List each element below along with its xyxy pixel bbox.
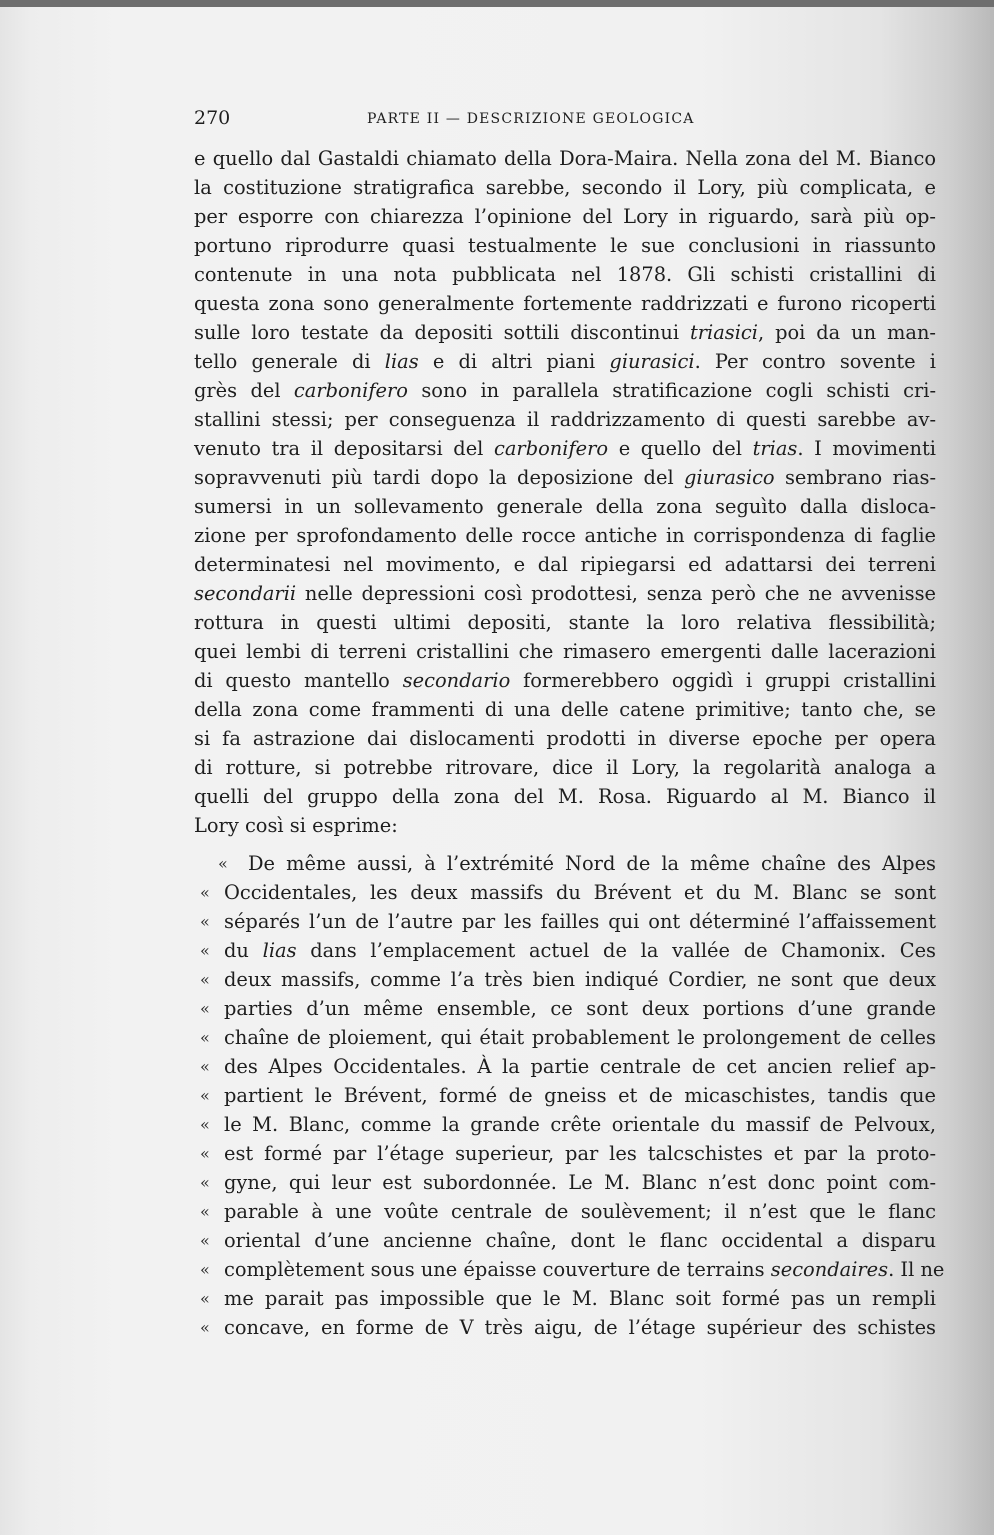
italic-term: secondaires <box>770 1258 889 1281</box>
quote-line: parable à une voûte centrale de soulèvement; il n’est que le flanc <box>224 1200 936 1223</box>
quote-line: gyne, qui leur est subordonnée. Le M. Blanc n’est donc point com- <box>224 1171 936 1194</box>
text-line: della zona come frammenti di una delle catene primitive; tanto che, se <box>194 698 936 721</box>
guillemet: « <box>200 883 210 902</box>
guillemet: « <box>200 1115 210 1134</box>
guillemet: « <box>200 1057 210 1076</box>
page-header <box>194 106 936 130</box>
text-line: grès del carbonifero sono in parallela stratificazione cogli schisti cri- <box>194 379 936 402</box>
italic-term: trias <box>752 437 798 460</box>
quote-line: oriental d’une ancienne chaîne, dont le flanc occidental a disparu <box>224 1229 936 1252</box>
italic-term: giurasico <box>683 466 775 489</box>
text-line: la costituzione stratigrafica sarebbe, secondo il Lory, più complicata, e <box>194 176 936 199</box>
italic-term: triasici <box>689 321 758 344</box>
quote-line: partient le Brévent, formé de gneiss et de micaschistes, tandis que <box>224 1084 936 1107</box>
text-line: questa zona sono generalmente fortemente raddrizzati e furono ricoperti <box>194 292 936 315</box>
guillemet: « <box>200 999 210 1018</box>
quote-line: Occidentales, les deux massifs du Brévent et du M. Blanc se sont <box>224 881 936 904</box>
text-line: Lory così si esprime: <box>194 814 398 837</box>
quote-line: parties d’un même ensemble, ce sont deux portions d’une grande <box>224 997 936 1020</box>
text-line: sopravvenuti più tardi dopo la deposizione del giurasico sembrano rias- <box>194 466 937 489</box>
text-line: secondarii nelle depressioni così prodottesi, senza però che ne avvenisse <box>194 582 936 605</box>
text-line: sumersi in un sollevamento generale della zona seguìto dalla disloca- <box>194 495 936 518</box>
italic-term: secondarii <box>194 582 297 605</box>
quote-line: De même aussi, à l’extrémité Nord de la même chaîne des Alpes <box>248 852 936 875</box>
text-line: portuno riprodurre quasi testualmente le sue conclusioni in riassunto <box>194 234 936 257</box>
guillemet: « <box>218 854 228 873</box>
text-line: contenute in una nota pubblicata nel 1878. Gli schisti cristallini di <box>194 263 936 286</box>
quote-line: complètement sous une épaisse couverture de terrains secondaires. Il ne <box>224 1258 945 1281</box>
italic-term: secondario <box>402 669 511 692</box>
text-line: rottura in questi ultimi depositi, stante la loro relativa flessibilità; <box>194 611 936 634</box>
guillemet: « <box>200 1173 210 1192</box>
guillemet: « <box>200 1231 210 1250</box>
scan-top-edge <box>0 0 994 7</box>
text-line: quei lembi di terreni cristallini che rimasero emergenti dalle lacerazioni <box>194 640 936 663</box>
text-line: si fa astrazione dai dislocamenti prodotti in diverse epoche per opera <box>194 727 936 750</box>
running-head: PARTE II — DESCRIZIONE GEOLOGICA <box>367 111 695 127</box>
guillemet: « <box>200 1318 210 1337</box>
guillemet: « <box>200 970 210 989</box>
guillemet: « <box>200 1028 210 1047</box>
italic-term: carbonifero <box>494 437 609 460</box>
text-line: di rotture, si potrebbe ritrovare, dice il Lory, la regolarità analoga a <box>194 756 936 779</box>
quote-line: séparés l’un de l’autre par les failles qui ont déterminé l’affaissement <box>224 910 936 933</box>
guillemet: « <box>200 1289 210 1308</box>
guillemet: « <box>200 941 210 960</box>
text-line: di questo mantello secondario formerebbero oggidì i gruppi cristallini <box>194 669 936 692</box>
text-line: venuto tra il depositarsi del carbonifero e quello del trias. I movimenti <box>194 437 936 460</box>
text-line: per esporre con chiarezza l’opinione del Lory in riguardo, sarà più op- <box>194 205 936 228</box>
guillemet: « <box>200 1202 210 1221</box>
italic-term: giurasici <box>609 350 695 373</box>
text-line: stallini stessi; per conseguenza il raddrizzamento di questi sarebbe av- <box>194 408 936 431</box>
text-line: determinatesi nel movimento, e dal ripiegarsi ed adattarsi dei terreni <box>194 553 936 576</box>
guillemet: « <box>200 1260 210 1279</box>
quote-line: me parait pas impossible que le M. Blanc soit formé pas un rempli <box>224 1287 936 1310</box>
italic-term: lias <box>262 939 297 962</box>
page-number: 270 <box>194 107 231 129</box>
italic-term: lias <box>384 350 419 373</box>
quote-line: du lias dans l’emplacement actuel de la vallée de Chamonix. Ces <box>224 939 937 962</box>
guillemet: « <box>200 912 210 931</box>
text-line: e quello dal Gastaldi chiamato della Dora-Maira. Nella zona del M. Bianco <box>194 147 936 170</box>
quote-line: chaîne de ploiement, qui était probablement le prolongement de celles <box>224 1026 936 1049</box>
guillemet: « <box>200 1144 210 1163</box>
italic-term: carbonifero <box>293 379 408 402</box>
guillemet: « <box>200 1086 210 1105</box>
quote-line: deux massifs, comme l’a très bien indiqué Cordier, ne sont que deux <box>224 968 936 991</box>
quote-line: des Alpes Occidentales. À la partie centrale de cet ancien relief ap- <box>224 1055 936 1078</box>
text-line: zione per sprofondamento delle rocce antiche in corrispondenza di faglie <box>194 524 936 547</box>
quote-line: est formé par l’étage superieur, par les talcschistes et par la proto- <box>224 1142 936 1165</box>
text-line: tello generale di lias e di altri piani giurasici. Per contro sovente i <box>194 350 937 373</box>
text-line: sulle loro testate da depositi sottili discontinui triasici, poi da un man- <box>194 321 936 344</box>
quote-line: concave, en forme de V très aigu, de l’étage supérieur des schistes <box>224 1316 936 1339</box>
quote-line: le M. Blanc, comme la grande crête orientale du massif de Pelvoux, <box>224 1113 936 1136</box>
text-line: quelli del gruppo della zona del M. Rosa. Riguardo al M. Bianco il <box>194 785 936 808</box>
